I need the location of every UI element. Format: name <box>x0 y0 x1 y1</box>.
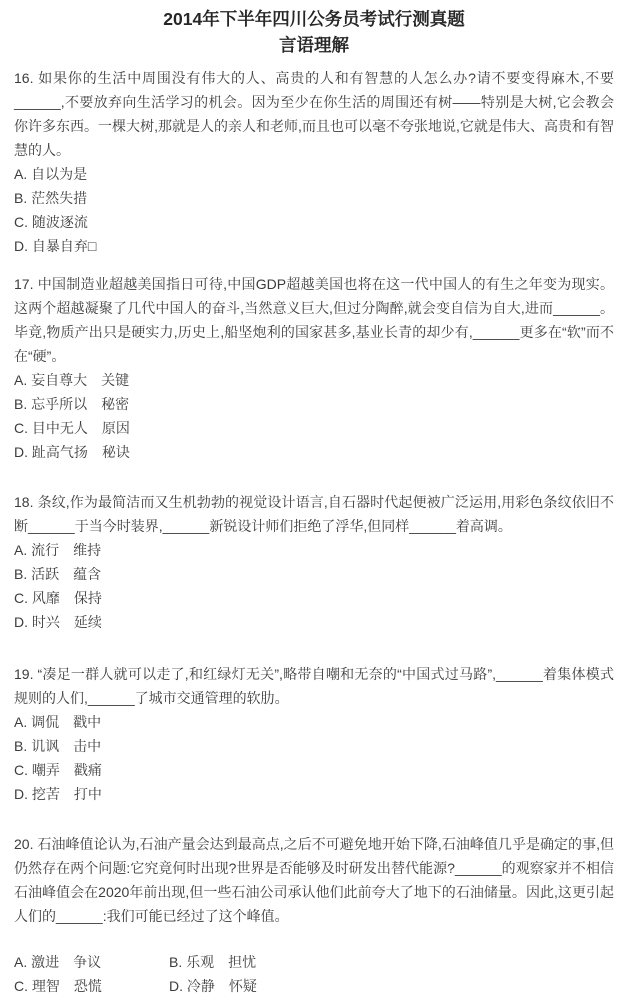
question-19-stem <box>14 662 614 710</box>
question-20-number: 20. <box>14 836 34 852</box>
question-20-options <box>14 950 614 998</box>
question-19-options <box>14 710 614 806</box>
question-18-option-d: D. 时兴 延续 <box>14 614 102 630</box>
question-19 <box>14 662 614 806</box>
question-19-number: 19. <box>14 666 34 682</box>
question-17-options <box>14 368 614 464</box>
question-20-option-d: D. 冷静 怀疑 <box>169 978 257 994</box>
question-17-stem <box>14 272 614 368</box>
question-20-option-c: C. 理智 恐慌 <box>14 978 102 994</box>
question-18-option-c: C. 风靡 保持 <box>14 590 102 606</box>
page-title: 2014年下半年四川公务员考试行测真题 <box>163 9 465 29</box>
question-19-option-d: D. 挖苦 打中 <box>14 786 102 802</box>
question-18 <box>14 490 614 634</box>
question-17-option-b: B. 忘乎所以 秘密 <box>14 396 130 412</box>
question-17-option-c: C. 目中无人 原因 <box>14 420 130 436</box>
question-16 <box>14 66 614 258</box>
question-17-text: 中国制造业超越美国指日可待,中国GDP超越美国也将在这一代中国人的有生之年变为现实。这两个超越凝聚了几代中国人的奋斗,当然意义巨大,但过分陶醉,就会变自信为自大,进而______。毕竟,物质产出只是硬实力,历史上,船坚炮利的国家甚多,基业长青的却少有,______更多在“软”而不在“硬”。 <box>14 276 614 364</box>
question-16-stem <box>14 66 614 162</box>
question-17 <box>14 272 614 464</box>
question-18-option-a: A. 流行 维持 <box>14 542 102 558</box>
question-17-number: 17. <box>14 276 34 292</box>
question-20-option-a: A. 激进 争议 <box>14 954 102 970</box>
question-16-option-b: B. 茫然失措 <box>14 190 88 206</box>
question-16-option-c: C. 随波逐流 <box>14 214 88 230</box>
question-20-stem <box>14 832 614 928</box>
question-20 <box>14 832 614 998</box>
question-19-text: “凑足一群人就可以走了,和红绿灯无关”,略带自嘲和无奈的“中国式过马路”,______着集体模式规则的人们,______了城市交通管理的软肋。 <box>14 666 614 706</box>
question-17-option-a: A. 妄自尊大 关键 <box>14 372 130 388</box>
question-18-number: 18. <box>14 494 34 510</box>
question-18-stem <box>14 490 614 538</box>
question-20-option-b: B. 乐观 担忧 <box>169 954 257 970</box>
question-19-option-a: A. 调侃 戳中 <box>14 714 102 730</box>
question-18-options <box>14 538 614 634</box>
question-16-number: 16. <box>14 70 34 86</box>
question-17-option-d: D. 趾高气扬 秘诀 <box>14 444 130 460</box>
section-title: 言语理解 <box>279 35 349 55</box>
question-16-text: 如果你的生活中周围没有伟大的人、高贵的人和有智慧的人怎么办?请不要变得麻木,不要______,不要放弃向生活学习的机会。因为至少在你生活的周围还有树——特别是大树,它会教会你许多东西。一棵大树,那就是人的亲人和老师,而且也可以毫不夸张地说,它就是伟大、高贵和有智慧的人。 <box>14 70 614 158</box>
question-16-option-a: A. 自以为是 <box>14 166 88 182</box>
question-20-text: 石油峰值论认为,石油产量会达到最高点,之后不可避免地开始下降,石油峰值几乎是确定的事,但仍然存在两个问题:它究竟何时出现?世界是否能够及时研发出替代能源?______的观察家并不相信石油峰值会在2020年前出现,但一些石油公司承认他们此前夸大了地下的石油储量。因此,这更引起人们的______:我们可能已经过了这个峰值。 <box>14 836 614 924</box>
question-18-text: 条纹,作为最简洁而又生机勃勃的视觉设计语言,自石器时代起便被广泛运用,用彩色条纹依旧不断______于当今时装界,______新锐设计师们拒绝了浮华,但同样______着高调。 <box>14 494 614 534</box>
question-16-options <box>14 162 614 258</box>
question-19-option-b: B. 讥讽 击中 <box>14 738 102 754</box>
question-18-option-b: B. 活跃 蕴含 <box>14 566 102 582</box>
question-19-option-c: C. 嘲弄 戳痛 <box>14 762 102 778</box>
question-16-option-d: D. 自暴自弃□ <box>14 238 97 254</box>
